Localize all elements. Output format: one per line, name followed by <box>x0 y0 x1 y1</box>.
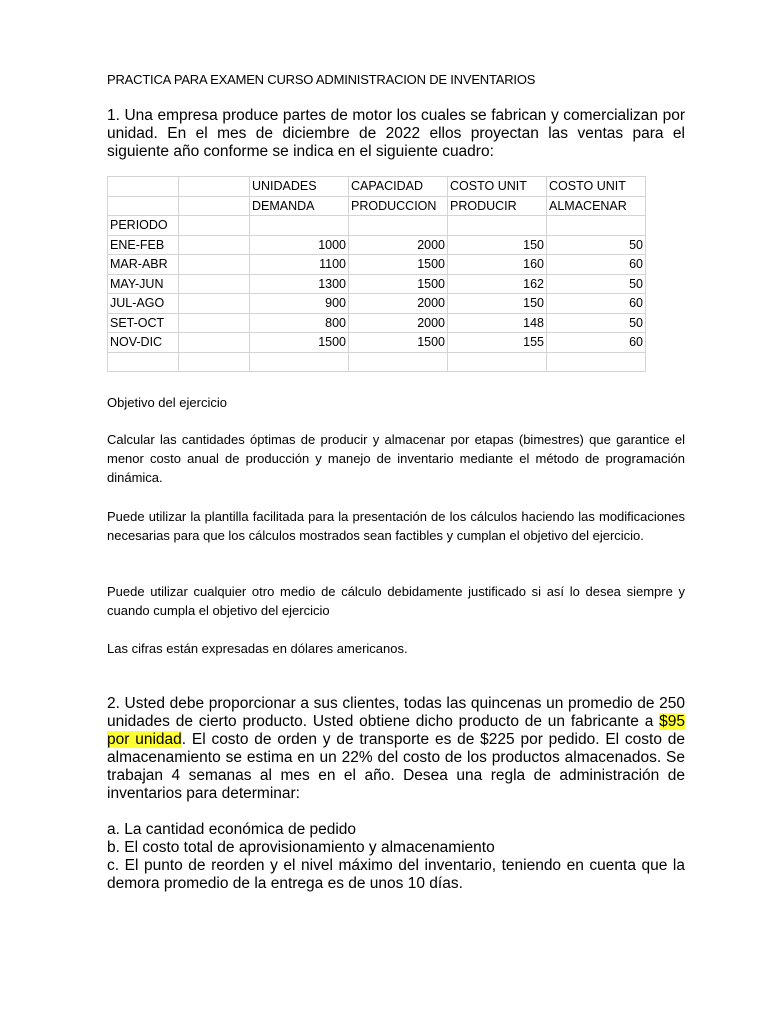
capacity-cell: 2000 <box>349 294 448 314</box>
table-period-label-row <box>108 216 646 236</box>
production-table <box>107 176 646 372</box>
capacity-cell: 2000 <box>349 313 448 333</box>
table-cell <box>448 352 547 372</box>
table-cell <box>547 352 646 372</box>
table-row <box>108 313 646 333</box>
table-cell <box>179 235 250 255</box>
table-header-cell: COSTO UNIT <box>547 177 646 197</box>
table-header-cell: ALMACENAR <box>547 196 646 216</box>
storage-cost-cell: 60 <box>547 255 646 275</box>
table-cell <box>108 352 179 372</box>
table-header-cell: COSTO UNIT <box>448 177 547 197</box>
table-cell <box>179 333 250 353</box>
period-label: PERIODO <box>108 216 179 236</box>
capacity-cell: 1500 <box>349 333 448 353</box>
table-header-cell <box>108 177 179 197</box>
demand-cell: 1100 <box>250 255 349 275</box>
storage-cost-cell: 60 <box>547 294 646 314</box>
storage-cost-cell: 50 <box>547 235 646 255</box>
table-cell <box>250 352 349 372</box>
table-clip-mask <box>671 170 768 380</box>
highlighted-price: $95 por unidad <box>107 713 685 748</box>
demand-cell: 1300 <box>250 274 349 294</box>
capacity-cell: 1500 <box>349 274 448 294</box>
table-row <box>108 294 646 314</box>
objective-paragraph-3: Puede utilizar cualquier otro medio de cálculo debidamente justificado si así lo desea siempre y cuando cumpla el objetivo del ejercicio <box>107 584 685 618</box>
storage-cost-cell: 50 <box>547 274 646 294</box>
demand-cell: 1000 <box>250 235 349 255</box>
objective-paragraph-2: Puede utilizar la plantilla facilitada para la presentación de los cálculos haciendo las modificaciones necesarias para que los cálculos mostrados sean factibles y cumplan el objetivo del ejercicio. <box>107 509 685 543</box>
period-cell: ENE-FEB <box>108 235 179 255</box>
table-cell <box>179 352 250 372</box>
production-cost-cell: 148 <box>448 313 547 333</box>
table-cell <box>179 313 250 333</box>
demand-cell: 800 <box>250 313 349 333</box>
question-2-item-b: b. El costo total de aprovisionamiento y almacenamiento <box>107 839 495 856</box>
table-cell <box>547 216 646 236</box>
table-header-cell <box>179 177 250 197</box>
table-cell <box>349 352 448 372</box>
production-cost-cell: 160 <box>448 255 547 275</box>
capacity-cell: 1500 <box>349 255 448 275</box>
storage-cost-cell: 50 <box>547 313 646 333</box>
question-2-text-start: 2. Usted debe proporcionar a sus clientes, todas las quincenas un promedio de 250 unidades de cierto producto. Usted obtiene dicho producto de un fabricante a <box>107 695 685 730</box>
production-cost-cell: 155 <box>448 333 547 353</box>
period-cell: SET-OCT <box>108 313 179 333</box>
table-header-row-2 <box>108 196 646 216</box>
table-cell <box>179 274 250 294</box>
demand-cell: 1500 <box>250 333 349 353</box>
table-row <box>108 274 646 294</box>
table-header-cell: UNIDADES <box>250 177 349 197</box>
storage-cost-cell: 60 <box>547 333 646 353</box>
capacity-cell: 2000 <box>349 235 448 255</box>
objective-paragraph-1: Calcular las cantidades óptimas de producir y almacenar por etapas (bimestres) que garantice el menor costo anual de producción y manejo de inventario mediante el método de programación dinámica. <box>107 432 685 485</box>
table-header-row-1 <box>108 177 646 197</box>
period-cell: JUL-AGO <box>108 294 179 314</box>
question-2-text-end: . El costo de orden y de transporte es de $225 por pedido. El costo de almacenamiento se estima en un 22% del costo de los productos almacenados. Se trabajan 4 semanas al mes en el año. Desea una regla de administración de inventarios para determinar: <box>107 731 685 802</box>
table-cell <box>179 294 250 314</box>
table-row <box>108 333 646 353</box>
question-1-text: 1. Una empresa produce partes de motor los cuales se fabrican y comercializan por unidad. En el mes de diciembre de 2022 ellos proyectan las ventas para el siguiente año conforme se indica en el siguiente cuadro: <box>107 107 685 160</box>
period-cell: NOV-DIC <box>108 333 179 353</box>
production-cost-cell: 162 <box>448 274 547 294</box>
table-header-cell <box>179 196 250 216</box>
table-header-cell: DEMANDA <box>250 196 349 216</box>
table-header-cell: PRODUCIR <box>448 196 547 216</box>
table-header-cell: PRODUCCION <box>349 196 448 216</box>
period-cell: MAR-ABR <box>108 255 179 275</box>
period-cell: MAY-JUN <box>108 274 179 294</box>
objective-paragraph-4: Las cifras están expresadas en dólares americanos. <box>107 641 408 656</box>
question-2-items <box>107 821 685 893</box>
table-empty-row <box>108 352 646 372</box>
table-row <box>108 255 646 275</box>
table-cell <box>448 216 547 236</box>
demand-cell: 900 <box>250 294 349 314</box>
table-cell <box>250 216 349 236</box>
table-header-cell <box>108 196 179 216</box>
table-cell <box>349 216 448 236</box>
table-cell <box>179 255 250 275</box>
objective-title: Objetivo del ejercicio <box>107 395 227 410</box>
question-2-text <box>107 695 685 803</box>
table-cell <box>179 216 250 236</box>
question-2-item-a: a. La cantidad económica de pedido <box>107 821 357 838</box>
table-row <box>108 235 646 255</box>
table-header-cell: CAPACIDAD <box>349 177 448 197</box>
production-cost-cell: 150 <box>448 235 547 255</box>
question-2-item-c: c. El punto de reorden y el nivel máximo del inventario, teniendo en cuenta que la demora promedio de la entrega es de unos 10 días. <box>107 857 685 892</box>
production-cost-cell: 150 <box>448 294 547 314</box>
document-title: PRACTICA PARA EXAMEN CURSO ADMINISTRACION DE INVENTARIOS <box>107 72 536 87</box>
